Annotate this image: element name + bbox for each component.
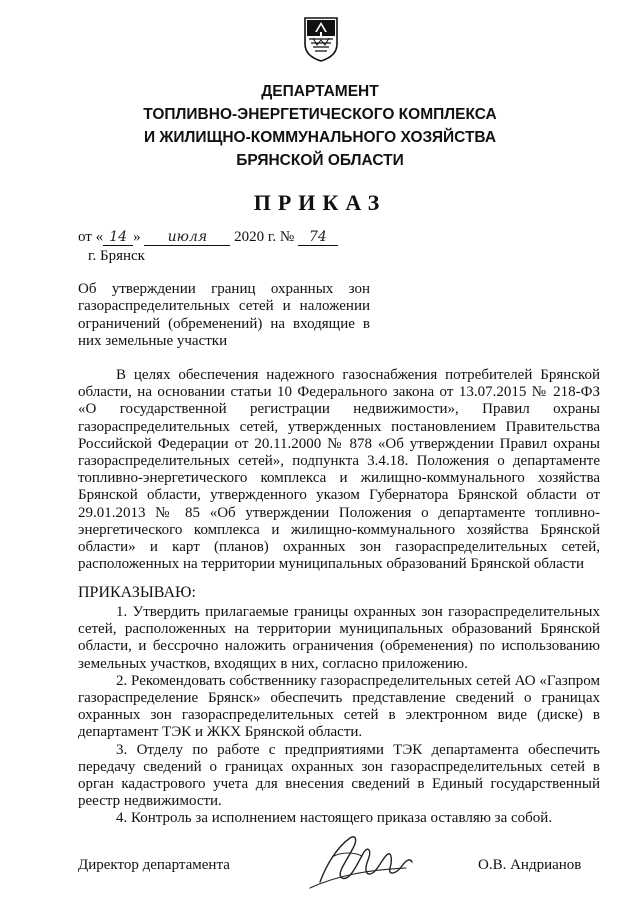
order-number: 74: [298, 230, 338, 246]
department-header: [0, 80, 640, 172]
order-item-2: 2. Рекомендовать собственнику газораспределительных сетей АО «Газпром газораспределение Брянск» обеспечить представление сведений о границах охранных зон газораспределительных сетей в электронном виде (диске) в департамент ТЭК и ЖКХ Брянской области.: [78, 672, 600, 741]
department-line-2: ТОПЛИВНО-ЭНЕРГЕТИЧЕСКОГО КОМПЛЕКСА: [143, 106, 497, 123]
department-line-1: ДЕПАРТАМЕНТ: [261, 83, 379, 100]
signatory-position: Директор департамента: [78, 857, 230, 873]
order-subject: Об утверждении границ охранных зон газораспределительных сетей и наложении ограничений (обременений) на входящие в них земельные участки: [78, 281, 370, 350]
department-line-4: БРЯНСКОЙ ОБЛАСТИ: [236, 152, 404, 169]
order-word: ПРИКАЗЫВАЮ:: [78, 584, 196, 601]
date-line: [78, 229, 338, 246]
order-item-1: 1. Утвердить прилагаемые границы охранных зон газораспределительных сетей, расположенных на территории муниципальных образований Брянской области, и бессрочно наложить ограничения (обременения) по использованию земельных участков, входящих в них, согласно приложению.: [78, 604, 600, 672]
order-item-3: 3. Отделу по работе с предприятиями ТЭК департамента обеспечить передачу сведений о границах охранных зон газораспределительных сетей в орган кадастрового учета для внесения сведений в Единый государственный реестр недвижимости.: [78, 741, 600, 810]
order-item-4: 4. Контроль за исполнением настоящего приказа оставляю за собой.: [116, 810, 553, 827]
city: г. Брянск: [88, 248, 145, 264]
date-year: 2020 г. №: [234, 229, 295, 245]
preamble: [78, 367, 600, 573]
preamble-text: В целях обеспечения надежного газоснабжения потребителей Брянской области, на основании статьи 10 Федерального закона от 13.07.2015 № 218-ФЗ «О государственной регистрации недвижимости», Правил охраны газораспределительных сетей, утвержденных постановлением Правительства Российской Федерации от 20.11.2000 № 878 «Об утверждении Правил охраны газораспределительных сетей», подпункта 3.4.18. Положения о департаменте топливно-энергетического комплекса и жилищно-коммунального хозяйства Брянской области, утвержденного указом Губернатора Брянской области от 29.01.2013 № 85 «Об утверждении Положения о департаменте топливно-энергетического комплекса и жилищно-коммунального хозяйства Брянской области» и карт (планов) охранных зон газораспределительных сетей, расположенных на территории муниципальных образований Брянской области: [78, 367, 600, 573]
date-from-label: от «: [78, 229, 104, 245]
bryansk-coat-of-arms-icon: [303, 14, 339, 62]
date-month: июля: [144, 230, 230, 246]
date-close-quote: »: [133, 229, 141, 245]
signatory-name: О.В. Андрианов: [478, 857, 582, 873]
handwritten-signature-icon: [306, 826, 430, 896]
order-items: [78, 604, 600, 828]
date-day: 14: [103, 230, 133, 246]
document-title: ПРИКАЗ: [253, 190, 387, 215]
department-line-3: И ЖИЛИЩНО-КОММУНАЛЬНОГО ХОЗЯЙСТВА: [143, 129, 497, 146]
